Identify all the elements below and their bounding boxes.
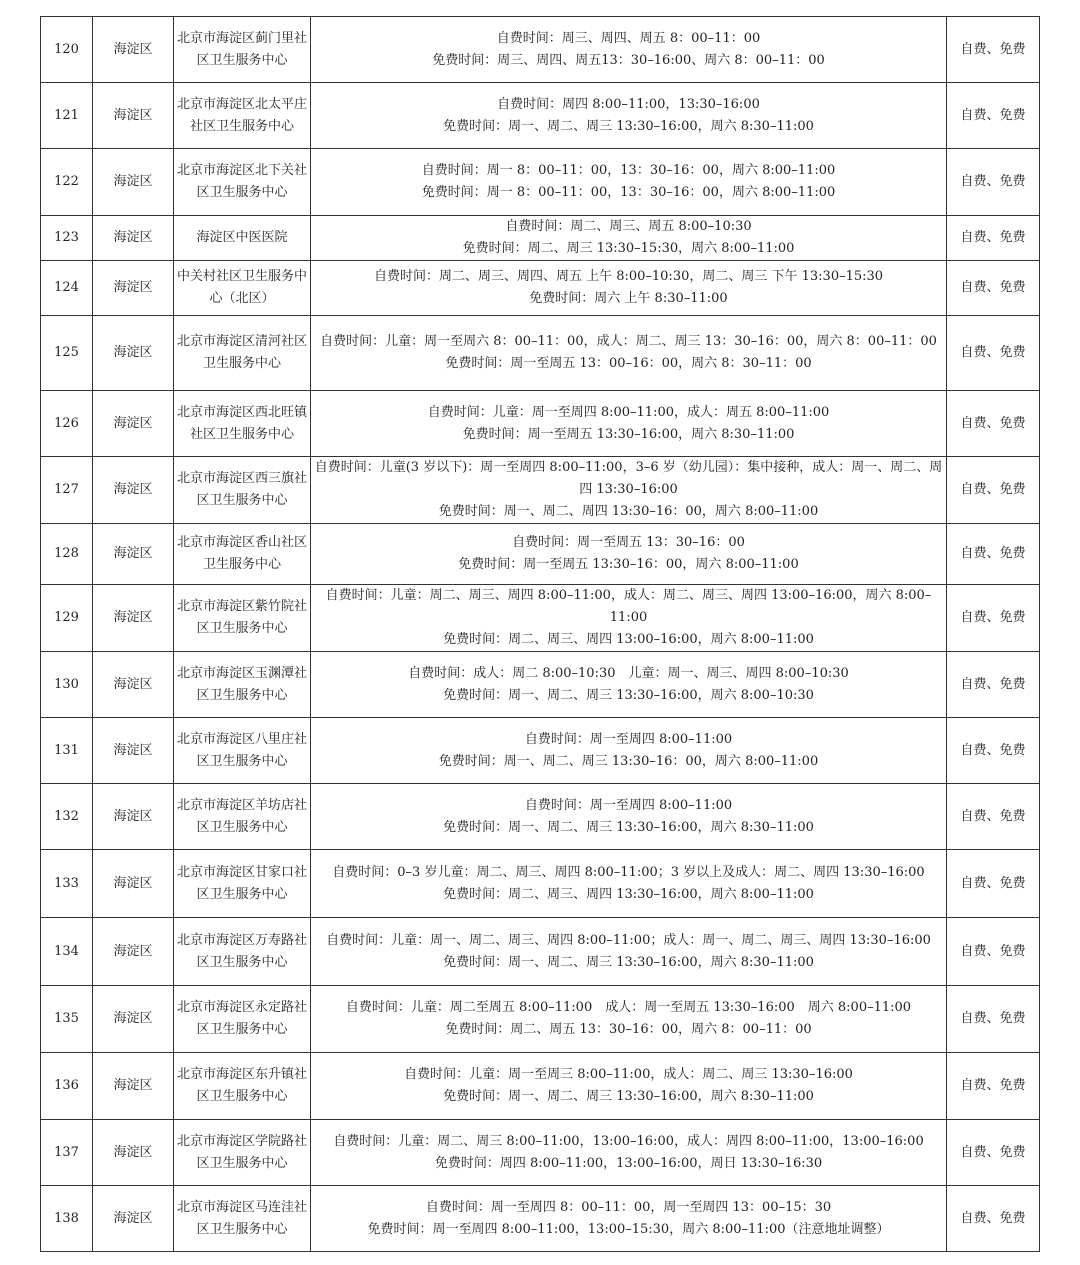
schedule-cell [311,986,947,1053]
fee-type-cell: 自费、免费 [947,391,1040,457]
fee-type-cell: 自费、免费 [947,261,1040,316]
free-time-text: 免费时间：周一、周二、周三 13:30–16:00，周六 8:30–11:00 [443,118,814,134]
table-row [41,918,1040,986]
self-pay-time-text: 自费时间：儿童：周二、周三 8:00–11:00，13:00–16:00，成人：周四 8:00–11:00，13:00–16:00 [333,1133,924,1149]
schedule-cell [311,585,947,652]
row-number-cell: 122 [41,149,93,216]
table-row [41,17,1040,83]
facility-name-cell: 北京市海淀区永定路社区卫生服务中心 [174,986,311,1053]
table-row [41,457,1040,524]
self-pay-time-text: 自费时间：儿童：周一至周四 8:00–11:00，成人：周五 8:00–11:00 [427,404,830,420]
self-pay-time-text: 自费时间：周一至周五 13：30–16：00 [512,535,745,550]
district-cell: 海淀区 [93,149,174,216]
table-row [41,391,1040,457]
table-row [41,784,1040,850]
self-pay-time-text: 自费时间：儿童(3 岁以下)：周一至周四 8:00–11:00，3–6 岁（幼儿园）：集中接种，成人：周一、周二、周四 13:30–16:00 [314,460,943,497]
facility-name-cell: 北京市海淀区东升镇社区卫生服务中心 [174,1053,311,1120]
fee-type-cell: 自费、免费 [947,83,1040,149]
self-pay-time-text: 自费时间：周一 8：00–11：00，13：30–16：00，周六 8:00–11:00 [421,163,836,178]
row-number-cell: 128 [41,524,93,585]
row-number-cell: 133 [41,850,93,918]
self-pay-time-text: 自费时间：0–3 岁儿童：周二、周三、周四 8:00–11:00；3 岁以上及成人：周二、周四 13:30–16:00 [332,864,925,880]
schedule-cell [311,1053,947,1120]
free-time-text: 免费时间：周一、周二、周三 13:30–16:00，周六 8:30–11:00 [443,954,814,970]
schedule-cell [311,261,947,316]
fee-type-cell: 自费、免费 [947,524,1040,585]
table-body [41,17,1040,1252]
facility-name-cell: 北京市海淀区甘家口社区卫生服务中心 [174,850,311,918]
district-cell: 海淀区 [93,261,174,316]
row-number-cell: 129 [41,585,93,652]
row-number-cell: 134 [41,918,93,986]
self-pay-time-text: 自费时间：周一至周四 8:00–11:00 [524,797,733,813]
row-number-cell: 125 [41,316,93,391]
table-row [41,261,1040,316]
table-row [41,1053,1040,1120]
free-time-text: 免费时间：周一、周二、周三 13:30–16：00，周六 8:00–11:00 [438,753,819,769]
schedule-cell [311,652,947,718]
fee-type-cell: 自费、免费 [947,585,1040,652]
free-time-text: 免费时间：周二、周三 13:30–15:30，周六 8:00–11:00 [462,241,795,256]
district-cell: 海淀区 [93,918,174,986]
table-row [41,316,1040,391]
fee-type-cell: 自费、免费 [947,1053,1040,1120]
free-time-text: 免费时间：周二、周三、周四 13:30–16:00，周六 8:00–11:00 [443,886,814,902]
fee-type-cell: 自费、免费 [947,850,1040,918]
schedule-cell [311,850,947,918]
fee-type-cell: 自费、免费 [947,216,1040,261]
free-time-text: 免费时间：周三、周四、周五13：30–16:00、周六 8：00–11：00 [432,52,825,68]
schedule-cell [311,316,947,391]
row-number-cell: 121 [41,83,93,149]
district-cell: 海淀区 [93,17,174,83]
self-pay-time-text: 自费时间：儿童：周一至周三 8:00–11:00，成人：周二、周三 13:30–16:00 [404,1067,853,1082]
self-pay-time-text: 自费时间：成人：周二 8:00–10:30 儿童：周一、周三、周四 8:00–10:30 [408,665,849,681]
row-number-cell: 123 [41,216,93,261]
row-number-cell: 131 [41,718,93,784]
schedule-cell [311,391,947,457]
self-pay-time-text: 自费时间：儿童：周一至周六 8：00–11：00，成人：周二、周三 13：30–16：00，周六 8：00–11：00 [320,334,937,349]
district-cell: 海淀区 [93,1120,174,1186]
facility-name-cell: 北京市海淀区万寿路社区卫生服务中心 [174,918,311,986]
free-time-text: 免费时间：周一、周二、周三 13:30–16:00，周六 8:00–10:30 [443,687,814,703]
self-pay-time-text: 自费时间：周四 8:00–11:00，13:30–16:00 [497,96,760,112]
district-cell: 海淀区 [93,316,174,391]
vaccination-schedule-table [40,16,1040,1252]
self-pay-time-text: 自费时间：周二、周三、周五 8:00–10:30 [505,219,752,234]
table-row [41,524,1040,585]
free-time-text: 免费时间：周一、周二、周三 13:30–16:00，周六 8:30–11:00 [443,1089,814,1104]
district-cell: 海淀区 [93,986,174,1053]
schedule-cell [311,718,947,784]
free-time-text: 免费时间：周一至周五 13:30–16：00，周六 8:00–11:00 [458,557,799,572]
free-time-text: 免费时间：周四 8:00–11:00，13:00–16:00，周日 13:30–16:30 [434,1155,823,1171]
schedule-cell [311,17,947,83]
fee-type-cell: 自费、免费 [947,1186,1040,1252]
row-number-cell: 127 [41,457,93,524]
row-number-cell: 132 [41,784,93,850]
free-time-text: 免费时间：周一 8：00–11：00，13：30–16：00，周六 8:00–11:00 [421,185,836,200]
schedule-cell [311,784,947,850]
self-pay-time-text: 自费时间：周二、周三、周四、周五 上午 8:00–10:30，周二、周三 下午 13:30–15:30 [373,269,884,284]
district-cell: 海淀区 [93,457,174,524]
fee-type-cell: 自费、免费 [947,316,1040,391]
fee-type-cell: 自费、免费 [947,718,1040,784]
facility-name-cell: 北京市海淀区西三旗社区卫生服务中心 [174,457,311,524]
district-cell: 海淀区 [93,850,174,918]
table-row [41,718,1040,784]
self-pay-time-text: 自费时间：儿童：周二、周三、周四 8:00–11:00，成人：周二、周三、周四 13:00–16:00，周六 8:00–11:00 [325,588,932,625]
facility-name-cell: 海淀区中医医院 [174,216,311,261]
free-time-text: 免费时间：周二、周五 13：30–16：00，周六 8：00–11：00 [445,1022,812,1037]
fee-type-cell: 自费、免费 [947,918,1040,986]
table-row [41,1120,1040,1186]
free-time-text: 免费时间：周一至周五 13：00–16：00，周六 8：30–11：00 [445,356,812,371]
self-pay-time-text: 自费时间：周一至周四 8:00–11:00 [524,731,733,747]
district-cell: 海淀区 [93,784,174,850]
row-number-cell: 138 [41,1186,93,1252]
row-number-cell: 124 [41,261,93,316]
schedule-cell [311,216,947,261]
fee-type-cell: 自费、免费 [947,1120,1040,1186]
schedule-cell [311,1186,947,1252]
self-pay-time-text: 自费时间：周一至周四 8：00–11：00，周一至周四 13：00–15：30 [425,1199,832,1215]
facility-name-cell: 北京市海淀区北太平庄社区卫生服务中心 [174,83,311,149]
schedule-cell [311,524,947,585]
facility-name-cell: 北京市海淀区蓟门里社区卫生服务中心 [174,17,311,83]
district-cell: 海淀区 [93,1053,174,1120]
self-pay-time-text: 自费时间：周三、周四、周五 8：00–11：00 [496,30,761,46]
facility-name-cell: 北京市海淀区清河社区卫生服务中心 [174,316,311,391]
free-time-text: 免费时间：周一至周五 13:30–16:00，周六 8:30–11:00 [462,426,795,442]
free-time-text: 免费时间：周六 上午 8:30–11:00 [529,291,728,306]
district-cell: 海淀区 [93,524,174,585]
district-cell: 海淀区 [93,718,174,784]
table-row [41,986,1040,1053]
fee-type-cell: 自费、免费 [947,784,1040,850]
fee-type-cell: 自费、免费 [947,986,1040,1053]
table-row [41,216,1040,261]
fee-type-cell: 自费、免费 [947,17,1040,83]
district-cell: 海淀区 [93,391,174,457]
table-row [41,850,1040,918]
district-cell: 海淀区 [93,216,174,261]
district-cell: 海淀区 [93,83,174,149]
facility-name-cell: 中关村社区卫生服务中心（北区） [174,261,311,316]
free-time-text: 免费时间：周一、周二、周三 13:30–16:00，周六 8:30–11:00 [443,819,814,835]
schedule-cell [311,457,947,524]
row-number-cell: 137 [41,1120,93,1186]
district-cell: 海淀区 [93,652,174,718]
row-number-cell: 126 [41,391,93,457]
row-number-cell: 120 [41,17,93,83]
fee-type-cell: 自费、免费 [947,457,1040,524]
facility-name-cell: 北京市海淀区羊坊店社区卫生服务中心 [174,784,311,850]
table-row [41,585,1040,652]
facility-name-cell: 北京市海淀区北下关社区卫生服务中心 [174,149,311,216]
schedule-cell [311,918,947,986]
row-number-cell: 135 [41,986,93,1053]
schedule-cell [311,83,947,149]
table-row [41,83,1040,149]
district-cell: 海淀区 [93,585,174,652]
schedule-cell [311,1120,947,1186]
district-cell: 海淀区 [93,1186,174,1252]
facility-name-cell: 北京市海淀区八里庄社区卫生服务中心 [174,718,311,784]
table-row [41,652,1040,718]
fee-type-cell: 自费、免费 [947,652,1040,718]
facility-name-cell: 北京市海淀区马连洼社区卫生服务中心 [174,1186,311,1252]
row-number-cell: 130 [41,652,93,718]
table-row [41,149,1040,216]
facility-name-cell: 北京市海淀区西北旺镇社区卫生服务中心 [174,391,311,457]
facility-name-cell: 北京市海淀区香山社区卫生服务中心 [174,524,311,585]
facility-name-cell: 北京市海淀区紫竹院社区卫生服务中心 [174,585,311,652]
self-pay-time-text: 自费时间：儿童：周二至周五 8:00–11:00 成人：周一至周五 13:30–16:00 周六 8:00–11:00 [345,1000,912,1015]
row-number-cell: 136 [41,1053,93,1120]
free-time-text: 免费时间：周一、周二、周四 13:30–16：00，周六 8:00–11:00 [438,504,819,519]
facility-name-cell: 北京市海淀区学院路社区卫生服务中心 [174,1120,311,1186]
facility-name-cell: 北京市海淀区玉渊潭社区卫生服务中心 [174,652,311,718]
fee-type-cell: 自费、免费 [947,149,1040,216]
self-pay-time-text: 自费时间：儿童：周一、周二、周三、周四 8:00–11:00；成人：周一、周二、周三、周四 13:30–16:00 [326,932,931,948]
table-row [41,1186,1040,1252]
schedule-cell [311,149,947,216]
free-time-text: 免费时间：周一至周四 8:00–11:00，13:00–15:30，周六 8:00–11:00（注意地址调整） [367,1221,890,1237]
free-time-text: 免费时间：周二、周三、周四 13:00–16:00，周六 8:00–11:00 [443,632,814,647]
